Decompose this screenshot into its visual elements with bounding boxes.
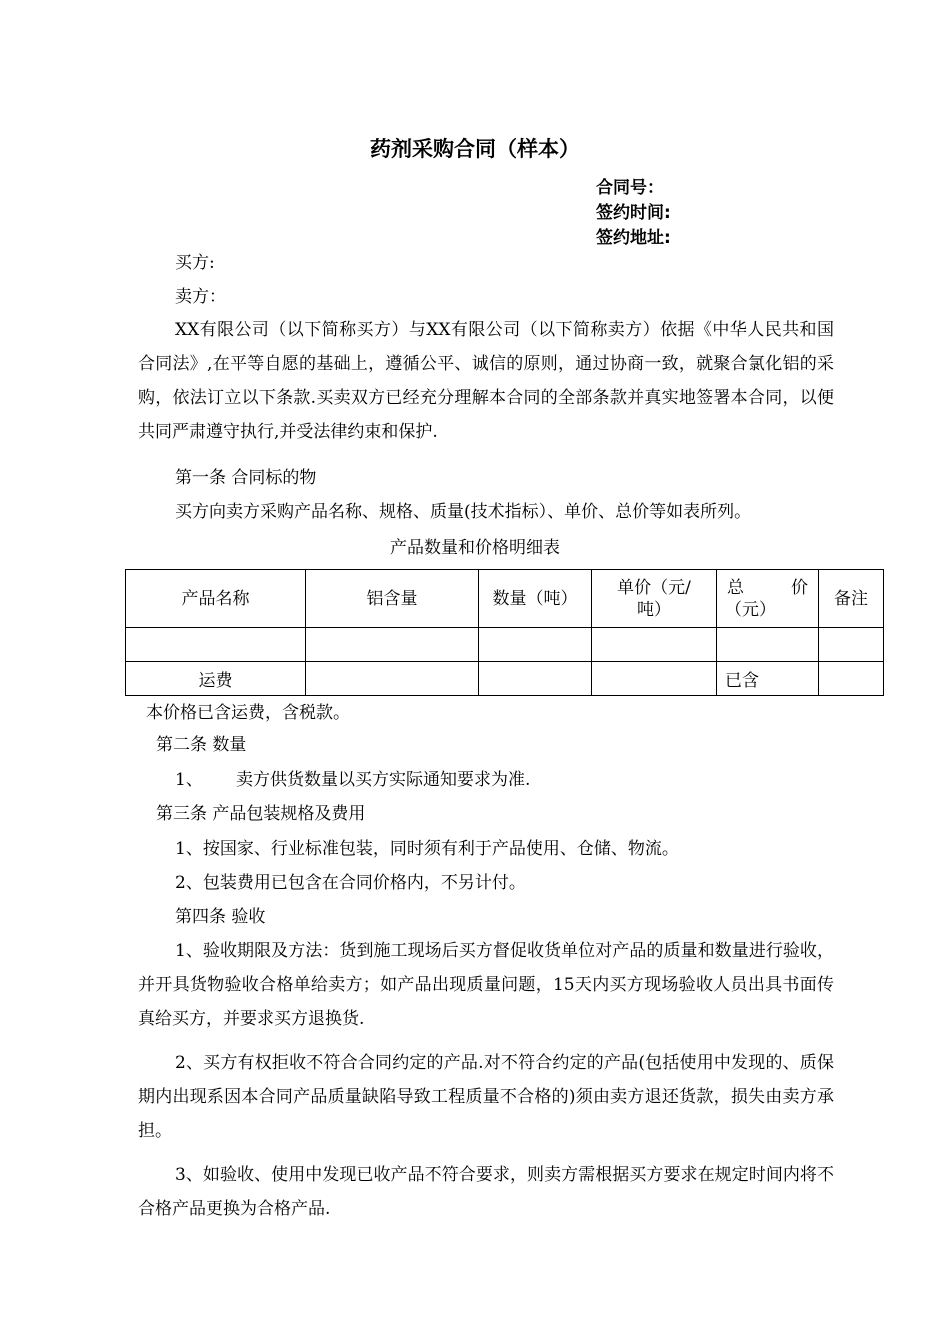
table-cell — [479, 662, 592, 696]
table-cell — [717, 628, 819, 662]
table-cell — [306, 662, 479, 696]
article-2-item-1-number: 1、 — [175, 770, 203, 790]
seller-label: 卖方： — [175, 287, 226, 307]
article-3-heading: 第三条 产品包装规格及费用 — [156, 804, 366, 824]
table-caption: 产品数量和价格明细表 — [390, 538, 560, 558]
header-product-name: 产品名称 — [126, 570, 306, 628]
table-row — [126, 628, 884, 662]
table-cell — [819, 628, 884, 662]
article-4-item-2: 2、买方有权拒收不符合合同约定的产品.对不符合约定的产品(包括使用中发现的、质保期内出现系因本合同产品质量缺陷导致工程质量不合格的)须由卖方退还货款，损失由卖方承担。 — [138, 1053, 834, 1141]
sign-place-label: 签约地址: — [596, 228, 671, 248]
header-quantity: 数量（吨） — [479, 570, 592, 628]
article-2-heading: 第二条 数量 — [156, 735, 247, 755]
table-cell — [592, 628, 717, 662]
document-title: 药剂采购合同（样本） — [370, 137, 580, 161]
price-table — [125, 569, 884, 696]
header-total-char2: 价 — [791, 577, 808, 598]
header-total-line1 — [717, 577, 818, 599]
table-cell — [479, 628, 592, 662]
header-unit-price — [592, 570, 717, 628]
header-note: 备注 — [819, 570, 884, 628]
header-aluminum-content: 铝含量 — [306, 570, 479, 628]
article-1-heading: 第一条 合同标的物 — [175, 468, 317, 488]
article-3-item-2: 2、包装费用已包含在合同价格内，不另计付。 — [175, 873, 526, 893]
table-cell — [306, 628, 479, 662]
table-row — [126, 662, 884, 696]
header-total-line2: （元） — [725, 599, 776, 620]
contract-number-label: 合同号： — [596, 178, 664, 198]
table-header-row — [126, 570, 884, 628]
freight-included-cell: 已含 — [717, 662, 819, 696]
header-total-price — [717, 570, 819, 628]
article-2-item-1-text: 卖方供货数量以买方实际通知要求为准. — [236, 770, 531, 790]
table-cell — [126, 628, 306, 662]
freight-label-cell: 运费 — [126, 662, 306, 696]
table-cell — [592, 662, 717, 696]
article-3-item-1: 1、按国家、行业标准包装，同时须有利于产品使用、仓储、物流。 — [175, 839, 679, 859]
intro-paragraph: XX有限公司（以下简称买方）与XX有限公司（以下简称卖方）依据《中华人民共和国合同法》,在平等自愿的基础上，遵循公平、诚信的原则，通过协商一致，就聚合氯化铝的采购，依法订立以下条款.买卖双方已经充分理解本合同的全部条款并真实地签署本合同，以便共同严肃遵守执行,并受法律约束和保护. — [138, 320, 834, 442]
article-1-text: 买方向卖方采购产品名称、规格、质量(技术指标）、单价、总价等如表所列。 — [175, 502, 752, 522]
header-unit-price-line2: 吨） — [637, 599, 671, 620]
header-total-char1: 总 — [727, 577, 744, 598]
table-cell — [819, 662, 884, 696]
article-4-item-3: 3、如验收、使用中发现已收产品不符合要求，则卖方需根据买方要求在规定时间内将不合格产品更换为合格产品. — [138, 1165, 834, 1219]
buyer-label: 买方: — [175, 253, 215, 273]
article-4-heading: 第四条 验收 — [175, 907, 266, 927]
header-unit-price-line1: 单价（元/ — [617, 577, 691, 598]
price-note: 本价格已含运费，含税款。 — [146, 703, 350, 723]
sign-time-label: 签约时间: — [596, 203, 671, 223]
article-4-item-1: 1、验收期限及方法：货到施工现场后买方督促收货单位对产品的质量和数量进行验收，并开具货物验收合格单给卖方；如产品出现质量问题，15天内买方现场验收人员出具书面传真给买方，并要求买方退换货. — [138, 941, 834, 1029]
